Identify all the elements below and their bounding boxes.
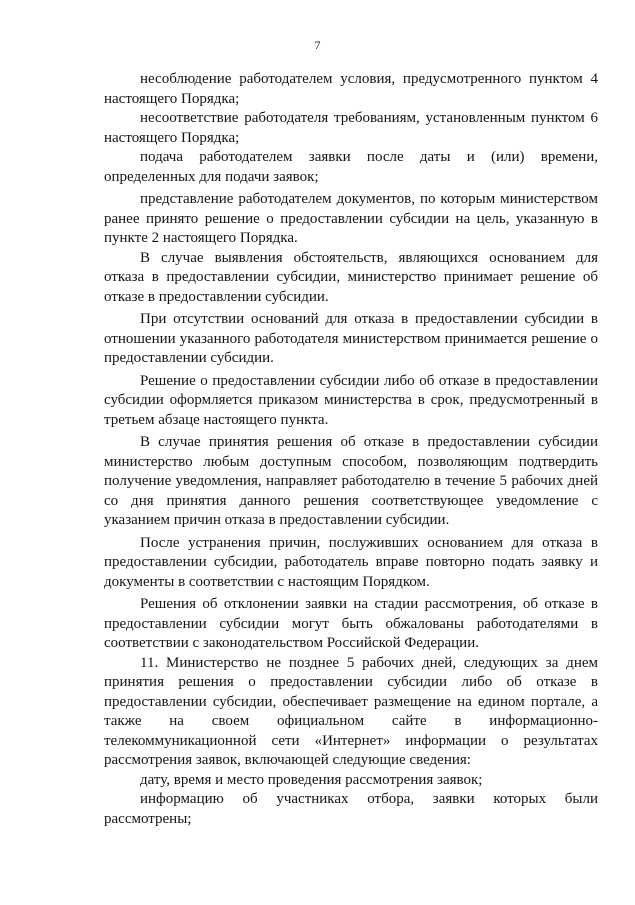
paragraph-item-nonconformity: несоответствие работодателя требованиям, установленным пунктом 6 настоящего Порядка; bbox=[104, 110, 598, 146]
paragraph-resubmission: После устранения причин, послуживших основанием для отказа в предоставлении субсидии, работодатель вправе повторно подать заявку и документы в соответствии с настоящим Порядком. bbox=[104, 534, 598, 590]
page-number: 7 bbox=[314, 38, 321, 52]
paragraph-refusal-decision: В случае выявления обстоятельств, являющихся основанием для отказа в предоставлении субсидии, министерство принимает решение об отказе в предоставлении субсидии. bbox=[104, 249, 598, 305]
paragraph-refusal-notification: В случае принятия решения об отказе в предоставлении субсидии министерство любым доступным способом, позволяющим подтвердить получение уведомления, направляет работодателю в течение 5 рабочих дней со дня принятия данного решения соответствующее уведомление с указанием причин отказа в предоставлении субсидии. bbox=[104, 434, 598, 528]
paragraph-item-late-submission: подача работодателем заявки после даты и (или) времени, определенных для подачи заявок; bbox=[104, 149, 598, 185]
paragraph-appeal: Решения об отклонении заявки на стадии рассмотрения, об отказе в предоставлении субсидии могут быть обжалованы работодателями в соответствии с законодательством Российской Федерации. bbox=[104, 596, 598, 651]
document-body bbox=[104, 70, 598, 829]
paragraph-grant-decision: При отсутствии оснований для отказа в предоставлении субсидии в отношении указанного работодателя министерством принимается решение о предоставлении субсидии. bbox=[104, 311, 598, 366]
paragraph-item-nonobservance: несоблюдение работодателем условия, предусмотренного пунктом 4 настоящего Порядка; bbox=[104, 71, 598, 107]
paragraph-list-participants: информацию об участниках отбора, заявки которых были рассмотрены; bbox=[104, 791, 598, 827]
paragraph-item-repeat-documents: представление работодателем документов, по которым министерством ранее принято решение о предоставлении субсидии на цель, указанную в пункте 2 настоящего Порядка. bbox=[104, 191, 598, 246]
paragraph-list-date-time-place: дату, время и место проведения рассмотрения заявок; bbox=[140, 771, 483, 788]
paragraph-item-11-publication: 11. Министерство не позднее 5 рабочих дней, следующих за днем принятия решения о предоставлении субсидии либо об отказе в предоставлении субсидии, обеспечивает размещение на едином портале, а также на своем официальном сайте в информационно-телекоммуникационной сети «Интернет» информации о результатах рассмотрения заявок, включающей следующие сведения: bbox=[104, 654, 598, 768]
paragraph-order-formalization: Решение о предоставлении субсидии либо об отказе в предоставлении субсидии оформляется приказом министерства в срок, предусмотренный в третьем абзаце настоящего пункта. bbox=[104, 372, 598, 428]
